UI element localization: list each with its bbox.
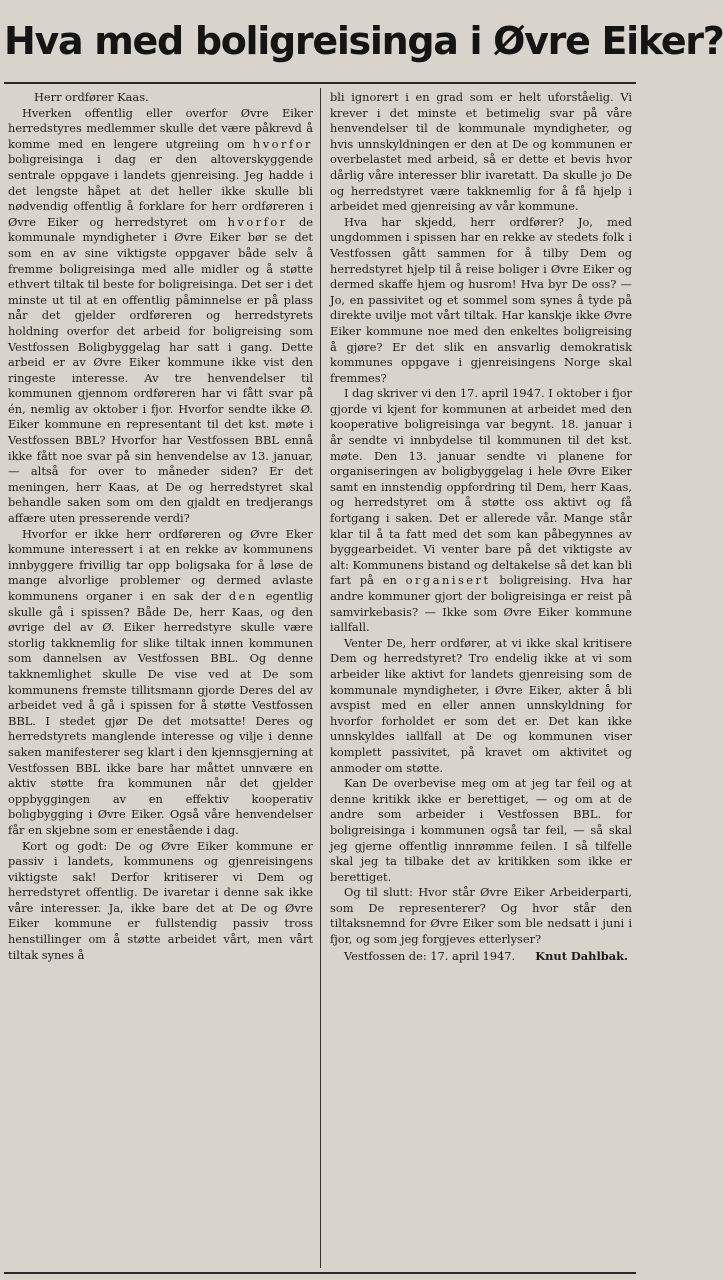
paragraph [8,106,313,527]
paragraph-text: boligreisinga i dag er den altoverskyggende sentrale oppgave i landets gjenreising. Jeg hadde i det lengste håpet at det heller ikke skulle bli nødvendig offentlig å forklare for herr ordføreren i Øvre Eiker og herredstyret om [8,152,313,229]
signature-line [330,949,632,965]
paragraph-text: bli ignorert i en grad som er helt uforståelig. Vi krever i det minste et betimelig svar på våre henvendelser til de kommunale myndigheter, og hvis unnskyldningen er den at De og kommunen er overbelastet med arbeid, så er dette et bevis hvor dårlig våre interesser blir ivaretatt. Da skulle jo De og herredstyret være takknemlig for å få hjelp i arbeidet med gjenreising av vår kommune. [330,90,632,214]
right-column [330,90,632,1264]
salutation: Herr ordfører Kaas. [34,90,149,104]
headline: Hva med boligreisinga i Øvre Eiker? [4,19,723,63]
paragraph-text: Venter De, herr ordfører, at vi ikke skal kritisere Dem og herredstyret? Tro endelig ikke at vi som arbeider like aktivt for landets gjenreising som de kommunale myndigheter, i Øvre Eiker, akter å bli avspist med en eller annen unnskyldning for hvorfor forholdet er som det er. Det kan ikke unnskyldes iallfall at De og kommunen viser komplett passivitet, på kravet om aktivitet og anmoder om støtte. [330,635,632,775]
spaced-emphasis: organisert [405,573,491,588]
paragraph-text: Hverken offentlig eller overfor Øvre Eiker herredstyres medlemmer skulle det være påkrevd å komme med en lengere utgreiing om [8,105,313,151]
right-column-body [330,90,632,948]
paragraph [8,839,313,964]
spaced-emphasis: den [228,589,258,603]
bottom-rule [4,1272,636,1274]
left-column-body [8,106,313,964]
paragraph [330,386,632,636]
paragraph [330,885,632,947]
paragraph-text: de kommunale myndigheter i Øvre Eiker bør se det som en av sine viktigste oppgaver både selv å fremme boligreisinga med alle midler og å støtte ethvert tiltak til beste for boligreisinga. Det ser i det minste ut til at en offentlig påminnelse er på plass når det gjelder ordføreren og herredstyrets holdning overfor det arbeid for boligreising som Vestfossen Boligbyggelag har satt i gang. Dette arbeid er av Øvre Eiker kommune ikke vist den ringeste interesse. Av tre henvendelser til kommunen gjennom ordføreren har vi fått svar på én, nemlig av oktober i fjor. Hvorfor sendte ikke Ø. Eiker kommune en representant til det kst. møte i Vestfossen BBL? Hvorfor har Vestfossen BBL ennå ikke fått noe svar på sin henvendelse av 13. januar, — altså for over to måneder siden? Er det meningen, herr Kaas, at De og herredstyret skal behandle saken som om den gjaldt en tredjerangs affære uten presserende verdi? [8,214,313,526]
paragraph [330,636,632,776]
top-rule [4,82,636,84]
paragraph-text: Kort og godt: De og Øvre Eiker kommune er passiv i landets, kommunens og gjenreisingens viktigste sak! Derfor kritiserer vi Dem og herredstyret offentlig. De ivaretar i denne sak ikke våre interesser. Ja, ikke bare det at De og Øvre Eiker kommune er fullstendig passiv tross henstillinger om å støtte arbeidet vårt, men vårt tiltak synes å [8,838,313,962]
paragraph [330,90,632,215]
paragraph-text: Hvorfor er ikke herr ordføreren og Øvre Eker kommune interessert i at en rekke av kommunens innbyggere frivillig tar opp boligsaka for å løse de mange alvorlige problemer og dermed avlaste kommunens organer i en sak der [8,526,313,603]
paragraph [330,215,632,387]
dateline: Vestfossen de: 17. april 1947. [344,948,516,963]
spaced-emphasis: hvorfor [227,214,288,229]
paragraph-text: Hva har skjedd, herr ordfører? Jo, med ungdommen i spissen har en rekke av stedets folk i Vestfossen gått sammen for å tilby Dem og herredstyret hjelp til å reise boliger i Øvre Eiker og dermed skaffe hjem og husrom! Hva byr De oss? — Jo, en passivitet og et sommel som synes å tyde på direkte uvilje mot vårt tiltak. Har kanskje ikke Øvre Eiker kommune noe med den enkeltes boligreising å gjøre? Er det slik en ansvarlig demokratisk kommunes oppgave i gjenreisingens Norge skal fremmes? [330,214,632,385]
spaced-emphasis: hvorfor [252,136,313,151]
paragraph-text: Og til slutt: Hvor står Øvre Eiker Arbeiderparti, som De representerer? Og hvor står den tiltaksnemnd for Øvre Eiker som ble nedsatt i juni i fjor, og som jeg forgjeves etterlyser? [330,885,632,947]
paragraph-text: Kan De overbevise meg om at jeg tar feil og at denne kritikk ikke er berettiget, — og om at de andre som arbeider i Vestfossen BBL. for boligreisinga i kommunen også tar feil, — så skal jeg gjerne offentlig innrømme feilen. I så tilfelle skal jeg ta tilbake det av kritikken som ikke er berettiget. [330,776,632,884]
paragraph-text: egentlig skulle gå i spissen? Både De, herr Kaas, og den øvrige del av Ø. Eiker herredstyre skulle være storlig takknemlig for slike tiltak innen kommunen som dannelsen av Vestfossen BBL. Og denne takknemlighet skulle De vise ved at De som kommunens fremste tillitsmann gjorde Deres del av arbeidet ved å gå i spissen for å støtte Vestfossen BBL. I stedet gjør De det motsatte! Deres og herredstyrets manglende interesse og vilje i denne saken manifesterer seg klart i den kjennsgjerning at Vestfossen BBL ikke bare har måttet unnvære en aktiv støtte fra kommunen når det gjelder oppbyggingen av en effektiv kooperativ boligbygging i Øvre Eiker. Også våre henvendelser får en skjebne som er enestående i dag. [8,589,314,837]
left-column [8,90,313,1264]
column-divider [320,88,321,1268]
signature: Knut Dahlbak. [535,948,628,963]
paragraph-text: I dag skriver vi den 17. april 1947. I oktober i fjor gjorde vi kjent for kommunen at arbeidet med den kooperative boligreisinga var begynt. 18. januar i år sendte vi innbydelse til kommunen til det kst. møte. Den 13. januar sendte vi planene for organiseringen av boligbyggelag i hele Øvre Eiker samt en innstendig oppfordring til Dem, herr Kaas, og herredstyret om å støtte oss aktivt og få fortgang i saken. Det er allerede vår. Mange står klar til å ta fatt med det som kan påbegynnes av byggearbeidet. Vi venter bare på det viktigste av alt: Kommunens bistand og deltakelse så det kan bli fart på en [330,386,633,588]
paragraph [8,527,313,839]
paragraph-text: boligreising. Hva har andre kommuner gjort der boligreisinga er reist på samvirkebasis? — Ikke som Øvre Eiker kommune iallfall. [330,573,632,635]
paragraph [330,776,632,885]
